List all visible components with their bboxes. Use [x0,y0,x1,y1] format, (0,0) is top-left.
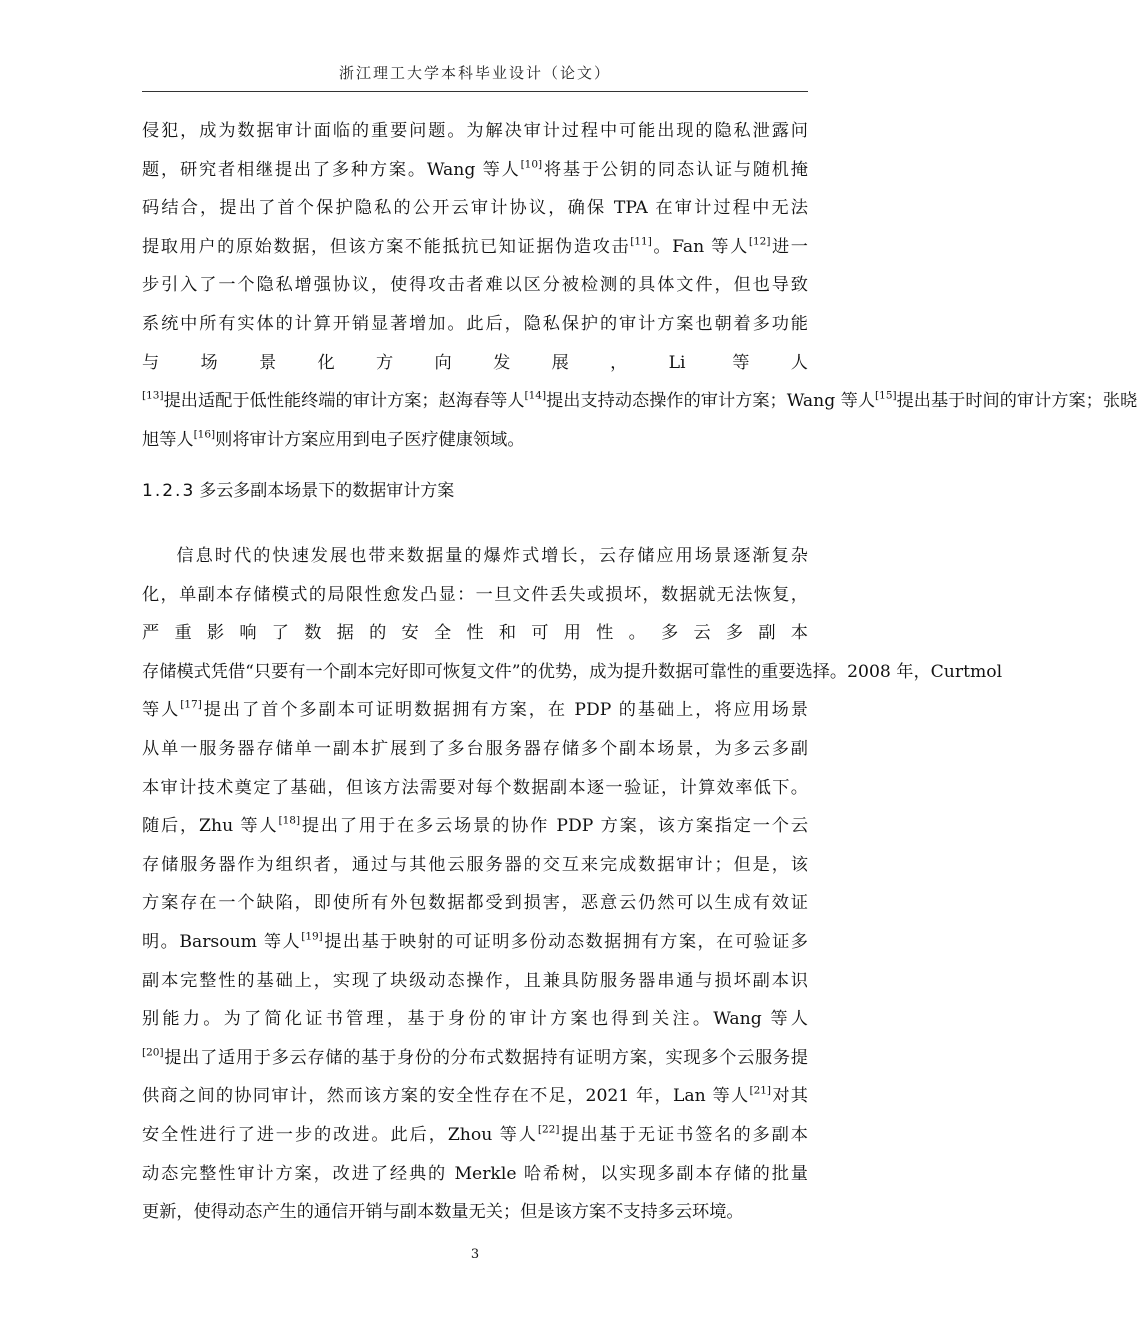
text-line: 化，单副本存储模式的局限性愈发凸显：一旦文件丢失或损坏，数据就无法恢复， [142,584,808,605]
body-paragraph-multicloud [142,537,1003,1232]
text-line: 副本完整性的基础上，实现了块级动态操作，且兼具防服务器串通与损坏副本识 [142,970,808,991]
text-line: 方案存在一个缺陷，即使所有外包数据都受到损害，恶意云仍然可以生成有效证 [142,893,808,914]
citation-ref: [20] [142,1046,164,1059]
text-line: 本审计技术奠定了基础，但该方法需要对每个数据副本逐一验证，计算效率低下。 [142,777,808,798]
text-line: 旭等人[16]则将审计方案应用到电子医疗健康领域。 [142,428,525,450]
text-line: 更新，使得动态产生的通信开销与副本数量无关；但是该方案不支持多云环境。 [142,1202,744,1223]
text-line: 与场景化方向发展，Li 等人 [142,352,808,373]
citation-ref: [15] [875,389,897,402]
text-line: 动态完整性审计方案，改进了经典的 Merkle 哈希树，以实现多副本存储的批量 [142,1163,808,1184]
citation-ref: [11] [630,235,652,248]
text-line: 存储服务器作为组织者，通过与其他云服务器的交互来完成数据审计；但是，该 [142,854,808,875]
citation-ref: [18] [278,814,301,827]
body-paragraph-privacy [142,112,1137,459]
text-line: 提取用户的原始数据，但该方案不能抵抗已知证据伪造攻击[11]。Fan 等人[12]进一 [142,235,808,257]
text-line: 信息时代的快速发展也带来数据量的爆炸式增长，云存储应用场景逐渐复杂 [176,546,808,566]
citation-ref: [22] [537,1123,560,1136]
text-line: 安全性进行了进一步的改进。此后，Zhou 等人[22]提出基于无证书签名的多副本 [142,1123,808,1145]
citation-ref: [17] [180,698,202,711]
citation-ref: [12] [748,235,771,248]
text-line: 明。Barsoum 等人[19]提出基于映射的可证明多份动态数据拥有方案，在可验证多 [142,930,808,952]
citation-ref: [21] [749,1084,772,1097]
section-number: 1.2.3 [142,481,196,501]
citation-ref: [13] [142,389,164,402]
text-line: 步引入了一个隐私增强协议，使得攻击者难以区分被检测的具体文件，但也导致 [142,275,808,296]
citation-ref: [19] [301,930,323,943]
text-line: 别能力。为了简化证书管理，基于身份的审计方案也得到关注。Wang 等人 [142,1009,808,1030]
text-line: 供商之间的协同审计，然而该方案的安全性存在不足，2021 年，Lan 等人[21]对其 [142,1084,808,1107]
citation-ref: [16] [193,428,216,441]
section-heading [142,476,454,501]
section-title: 多云多副本场景下的数据审计方案 [199,481,455,501]
text-line: 系统中所有实体的计算开销显著增加。此后，隐私保护的审计方案也朝着多功能 [142,313,808,334]
text-line: 存储模式凭借“只要有一个副本完好即可恢复文件”的优势，成为提升数据可靠性的重要选择。2008 年，Curtmol [142,661,1003,682]
citation-ref: [10] [520,158,543,171]
text-line: [20]提出了适用于多云存储的基于身份的分布式数据持有证明方案，实现多个云服务提 [142,1046,808,1068]
text-line: 随后，Zhu 等人[18]提出了用于在多云场景的协作 PDP 方案，该方案指定一个云 [142,814,809,837]
text-line: 从单一服务器存储单一副本扩展到了多台服务器存储多个副本场景，为多云多副 [142,738,808,759]
text-line: 等人[17]提出了首个多副本可证明数据拥有方案，在 PDP 的基础上，将应用场景 [142,698,808,721]
text-line: 侵犯，成为数据审计面临的重要问题。为解决审计过程中可能出现的隐私泄露问 [142,121,808,141]
running-header: 浙江理工大学本科毕业设计（论文） [338,64,611,82]
page-number: 3 [470,1247,480,1262]
text-line: [13]提出适配于低性能终端的审计方案；赵海春等人[14]提出支持动态操作的审计方案；Wang 等人[15]提出基于时间的审计方案；张晓 [142,389,1137,412]
text-line: 码结合，提出了首个保护隐私的公开云审计协议，确保 TPA 在审计过程中无法 [142,198,808,219]
header-divider [142,91,808,92]
text-line: 严重影响了数据的安全性和可用性。多云多副本 [142,623,808,644]
text-line: 题，研究者相继提出了多种方案。Wang 等人[10]将基于公钥的同态认证与随机掩 [142,158,808,180]
citation-ref: [14] [524,389,547,402]
